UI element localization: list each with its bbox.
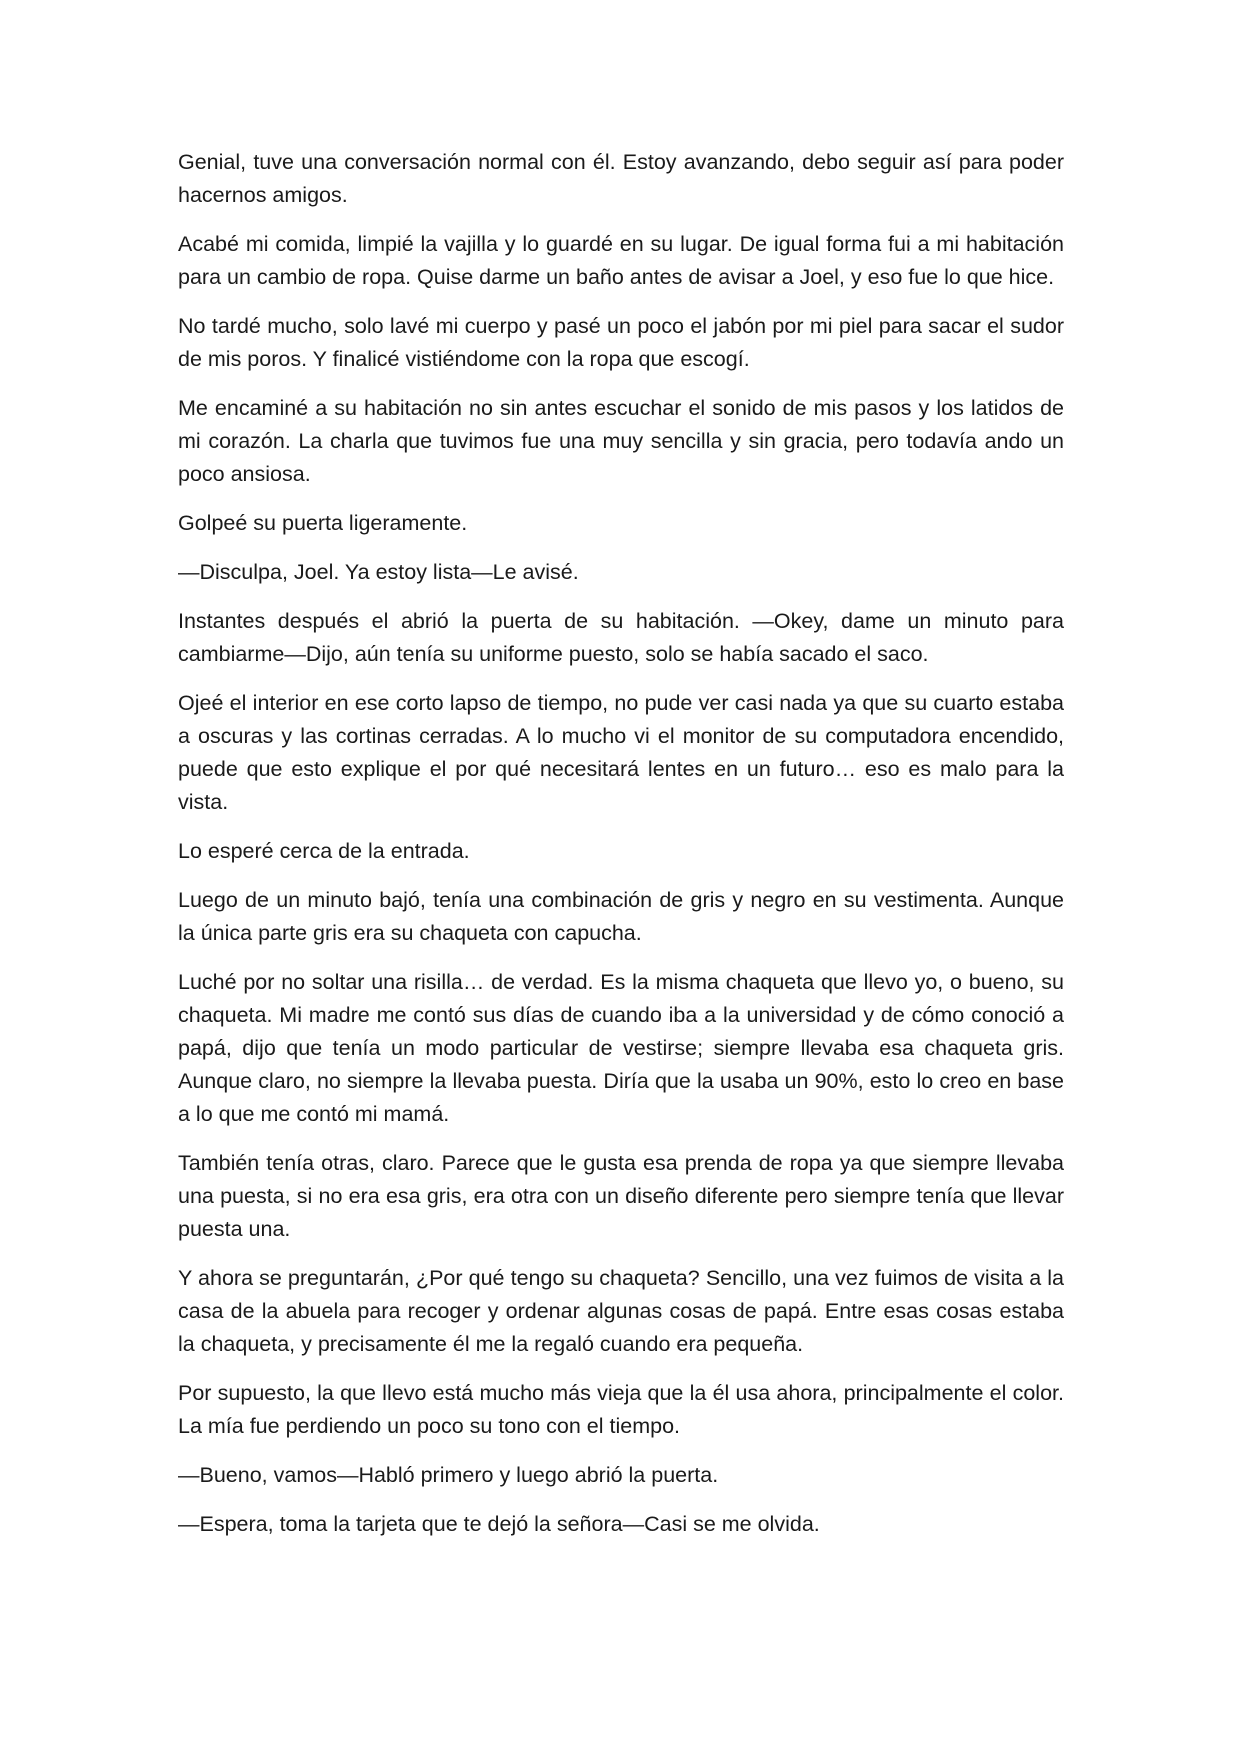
paragraph: Me encaminé a su habitación no sin antes escuchar el sonido de mis pasos y los latidos de mi corazón. La charla que tuvimos fue una muy sencilla y sin gracia, pero todavía ando un poco ansiosa. xyxy=(178,396,1064,486)
paragraph: Y ahora se preguntarán, ¿Por qué tengo su chaqueta? Sencillo, una vez fuimos de visita a la casa de la abuela para recoger y ordenar algunas cosas de papá. Entre esas cosas estaba la chaqueta, y precisamente él me la regaló cuando era pequeña. xyxy=(178,1266,1064,1356)
paragraph: Acabé mi comida, limpié la vajilla y lo guardé en su lugar. De igual forma fui a mi habitación para un cambio de ropa. Quise darme un baño antes de avisar a Joel, y eso fue lo que hice. xyxy=(178,232,1064,289)
dialogue-line: —Disculpa, Joel. Ya estoy lista—Le avisé. xyxy=(178,560,579,584)
paragraph: Luego de un minuto bajó, tenía una combinación de gris y negro en su vestimenta. Aunque la única parte gris era su chaqueta con capucha. xyxy=(178,888,1064,945)
paragraph: Instantes después el abrió la puerta de su habitación. —Okey, dame un minuto para cambiarme—Dijo, aún tenía su uniforme puesto, solo se había sacado el saco. xyxy=(178,609,1064,666)
paragraph: Golpeé su puerta ligeramente. xyxy=(178,511,468,535)
paragraph: Lo esperé cerca de la entrada. xyxy=(178,839,470,863)
paragraph: Luché por no soltar una risilla… de verdad. Es la misma chaqueta que llevo yo, o bueno, su chaqueta. Mi madre me contó sus días de cuando iba a la universidad y de cómo conoció a papá, dijo que tenía un modo particular de vestirse; siempre llevaba esa chaqueta gris. Aunque claro, no siempre la llevaba puesta. Diría que la usaba un 90%, esto lo creo en base a lo que me contó mi mamá. xyxy=(178,970,1064,1126)
document-page xyxy=(178,146,1064,1557)
paragraph: Ojeé el interior en ese corto lapso de tiempo, no pude ver casi nada ya que su cuarto estaba a oscuras y las cortinas cerradas. A lo mucho vi el monitor de su computadora encendido, puede que esto explique el por qué necesitará lentes en un futuro… eso es malo para la vista. xyxy=(178,691,1064,814)
paragraph: Genial, tuve una conversación normal con él. Estoy avanzando, debo seguir así para poder hacernos amigos. xyxy=(178,150,1064,207)
dialogue-line: —Bueno, vamos—Habló primero y luego abrió la puerta. xyxy=(178,1463,719,1487)
paragraph: No tardé mucho, solo lavé mi cuerpo y pasé un poco el jabón por mi piel para sacar el sudor de mis poros. Y finalicé vistiéndome con la ropa que escogí. xyxy=(178,314,1064,371)
paragraph: Por supuesto, la que llevo está mucho más vieja que la él usa ahora, principalmente el color. La mía fue perdiendo un poco su tono con el tiempo. xyxy=(178,1381,1064,1438)
dialogue-line: —Espera, toma la tarjeta que te dejó la señora—Casi se me olvida. xyxy=(178,1512,820,1536)
paragraph: También tenía otras, claro. Parece que le gusta esa prenda de ropa ya que siempre llevaba una puesta, si no era esa gris, era otra con un diseño diferente pero siempre tenía que llevar puesta una. xyxy=(178,1151,1064,1241)
